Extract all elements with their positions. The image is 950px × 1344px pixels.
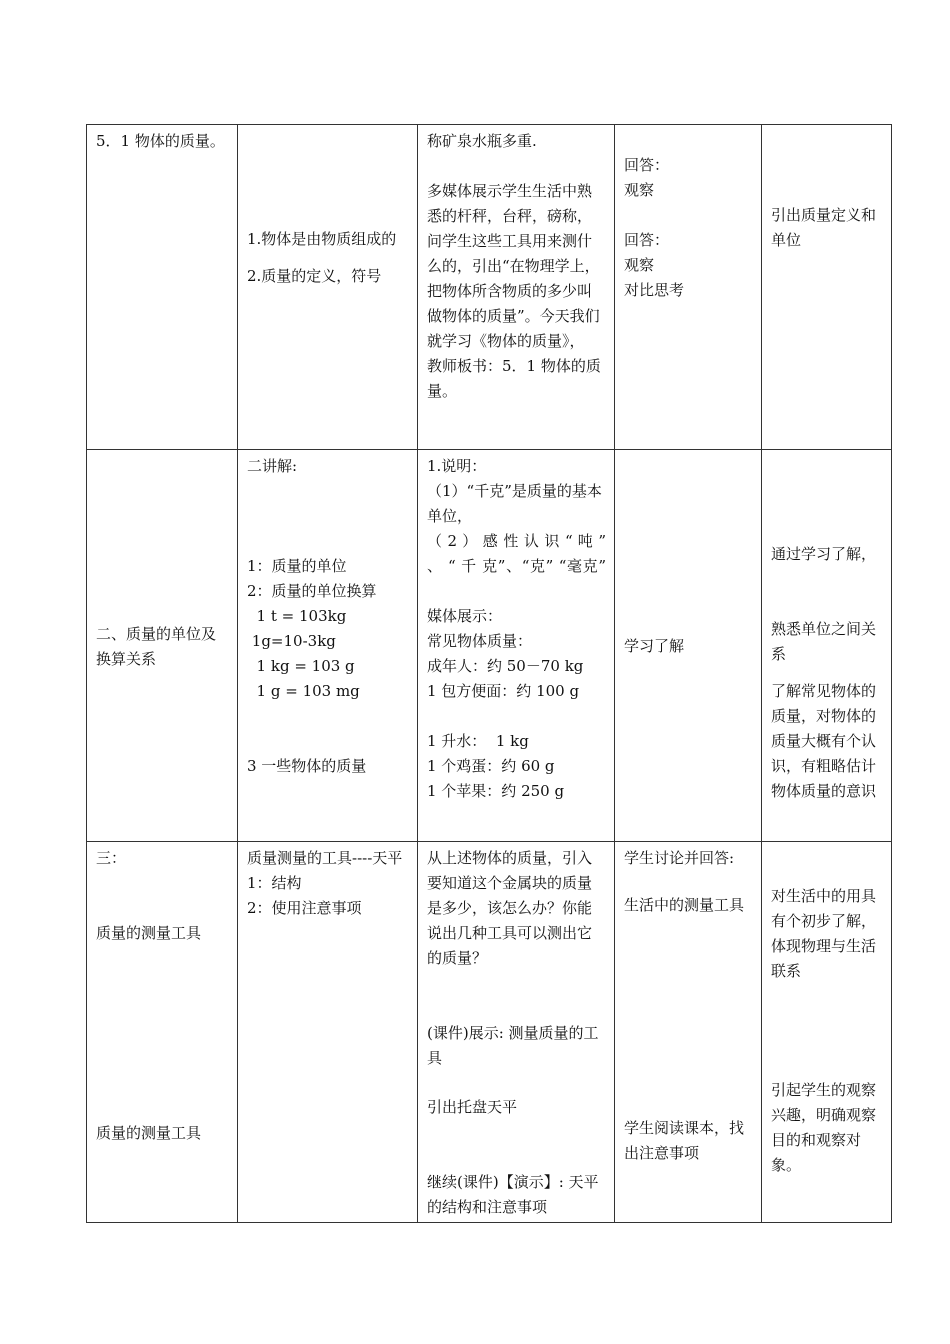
content-line: 1 t = 103kg <box>247 607 347 625</box>
content-line: 2.质量的定义，符号 <box>247 267 382 285</box>
content-line: 3 一些物体的质量 <box>247 757 367 775</box>
teacher-line: 常见物体质量： <box>427 632 533 650</box>
cell-intent <box>762 842 892 1223</box>
teacher-line: 称矿泉水瓶多重. <box>427 132 537 150</box>
table-row <box>87 450 892 842</box>
cell-content <box>238 125 418 450</box>
cell-content <box>238 450 418 842</box>
table-row <box>87 125 892 450</box>
content-line: 1 kg = 103 g <box>247 657 355 675</box>
cell-student-activity <box>615 125 762 450</box>
intent-line: 了解常见物体的质量，对物体的质量大概有个认识，有粗略估计物体质量的意识 <box>771 682 877 800</box>
content-line: 二讲解: <box>247 457 298 475</box>
student-line: 生活中的测量工具 <box>624 896 745 914</box>
cell-section <box>87 125 238 450</box>
section-title: 三： <box>96 849 127 867</box>
student-line: 回答： <box>624 231 670 249</box>
section-title: 质量的测量工具 <box>96 924 202 942</box>
teacher-line: 媒体展示： <box>427 607 503 625</box>
cell-student-activity <box>615 842 762 1223</box>
teacher-line: 成年人：约 50－70 kg <box>427 657 584 675</box>
content-line: 1g=10-3kg <box>247 632 336 650</box>
teacher-line: 多媒体展示学生生活中熟悉的杆秤，台秤，磅称，问学生这些工具用来测什么的，引出“在物理学上，把物体所含物质的多少叫做物体的质量”。今天我们就学习《物体的质量》， <box>427 182 600 350</box>
intent-line: 熟悉单位之间关系 <box>771 620 877 663</box>
cell-teacher-activity <box>418 842 615 1223</box>
intent-line: 引起学生的观察兴趣，明确观察目的和观察对象。 <box>771 1081 877 1174</box>
cell-teacher-activity <box>418 450 615 842</box>
cell-section <box>87 450 238 842</box>
student-line: 观察 <box>624 256 655 274</box>
section-title: 二、质量的单位及换算关系 <box>96 624 217 668</box>
lesson-plan-table <box>86 124 892 1223</box>
section-title: 5．1 物体的质量。 <box>96 132 225 150</box>
teacher-line: 引出托盘天平 <box>427 1098 518 1116</box>
intent-line: 通过学习了解， <box>771 545 877 563</box>
content-line: 质量测量的工具----天平 <box>247 849 403 867</box>
student-line: 学生阅读课本，找出注意事项 <box>624 1119 745 1162</box>
teacher-line: 1 包方便面：约 100 g <box>427 682 580 700</box>
teacher-line: 从上述物体的质量，引入要知道这个金属块的质量是多少，该怎么办？你能说出几种工具可以测出它的质量？ <box>427 849 593 967</box>
teacher-line: (课件)展示: 测量质量的工具 <box>427 1024 599 1067</box>
cell-intent <box>762 125 892 450</box>
content-line: 2：使用注意事项 <box>247 899 362 917</box>
teacher-line: （1）“千克”是质量的基本单位， <box>427 482 602 525</box>
teacher-line: 1 个鸡蛋：约 60 g <box>427 757 555 775</box>
cell-teacher-activity <box>418 125 615 450</box>
student-line: 观察 <box>624 181 655 199</box>
cell-intent <box>762 450 892 842</box>
cell-student-activity <box>615 450 762 842</box>
teacher-line: 1.说明： <box>427 457 487 475</box>
intent-line: 引出质量定义和单位 <box>771 206 877 249</box>
cell-section <box>87 842 238 1223</box>
content-line: 1.物体是由物质组成的 <box>247 230 397 248</box>
student-line: 学习了解 <box>624 637 685 655</box>
student-line: 对比思考 <box>624 281 685 299</box>
cell-content <box>238 842 418 1223</box>
teacher-line: 教师板书：5．1 物体的质量。 <box>427 357 601 400</box>
content-line: 1：质量的单位 <box>247 557 347 575</box>
content-line: 2：质量的单位换算 <box>247 582 377 600</box>
student-line: 回答： <box>624 156 670 174</box>
intent-line: 对生活中的用具有个初步了解，体现物理与生活联系 <box>771 887 877 980</box>
student-line: 学生讨论并回答: <box>624 849 735 867</box>
teacher-line: 1 升水： 1 kg <box>427 732 529 750</box>
teacher-line: 继续(课件)【演示】: 天平的结构和注意事项 <box>427 1173 599 1216</box>
teacher-line: 1 个苹果：约 250 g <box>427 782 565 800</box>
section-title: 质量的测量工具 <box>96 1124 202 1142</box>
content-line: 1 g = 103 mg <box>247 682 360 700</box>
teacher-line: （ 2 ） 感 性 认 识 “ 吨 ” 、 “ 千 克”、“克” “毫克” <box>427 532 611 575</box>
content-line: 1：结构 <box>247 874 302 892</box>
table-row <box>87 842 892 1223</box>
